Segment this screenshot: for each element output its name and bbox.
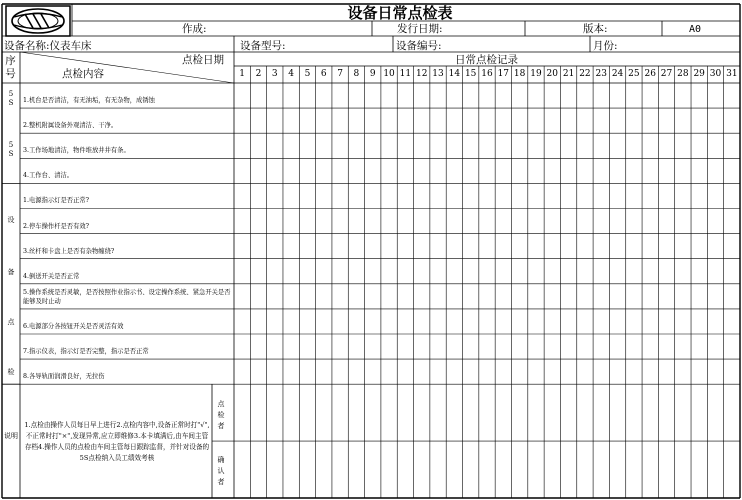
day-number: 25 [628, 69, 640, 79]
release-date-label: 发行日期: [397, 23, 443, 35]
day-number: 14 [448, 69, 461, 79]
month-label: 月份: [593, 40, 618, 52]
day-number: 5 [304, 69, 311, 79]
day-number: 17 [497, 69, 510, 79]
check-item: 8.各导轨面润滑良好，无拉伤 [23, 373, 105, 381]
check-item: 2.停车操作杆是否有效? [23, 222, 90, 230]
inspector-label: 点 检 者 [217, 400, 225, 430]
notes-text: 1.点检由操作人员每日早上进行2.点检内容中,设备正常时打"√",不正常时打"×",发现异常,应立即维修3.本卡填满后,由车间主管存档4.操作人员的点检由车间主管每日跟踪监督，并针对设备的5S点检纳入员工绩效考核 [24, 421, 210, 462]
day-number: 8 [353, 69, 360, 79]
version-value: A0 [689, 24, 702, 35]
check-item: 1.电源指示灯是否正常? [23, 197, 90, 205]
day-number: 3 [271, 69, 278, 79]
day-number: 7 [337, 69, 343, 79]
day-number: 15 [464, 69, 477, 79]
day-number: 27 [660, 69, 673, 79]
day-number: 22 [579, 69, 591, 79]
day-number: 31 [726, 69, 738, 79]
day-number: 12 [415, 69, 428, 79]
day-number: 21 [562, 69, 575, 79]
day-number: 18 [513, 69, 526, 79]
section-char-2: 备 [7, 268, 15, 276]
version-label: 版本: [583, 23, 608, 35]
day-number: 13 [432, 69, 444, 79]
equipment-number-label: 设备编号: [396, 40, 442, 52]
day-number: 20 [546, 69, 558, 79]
day-number: 10 [383, 69, 395, 79]
check-content-label: 点检内容 [62, 68, 104, 80]
day-number: 26 [644, 69, 656, 79]
section-mark-5s-2: 5 S [8, 141, 14, 158]
day-number: 23 [595, 69, 607, 79]
day-number: 19 [530, 69, 542, 79]
section-char-3: 点 [7, 318, 15, 326]
day-number: 30 [709, 69, 722, 79]
seq-label-top: 序 [5, 55, 16, 67]
check-item: 5.操作系统是否灵敏，是否按照作业指示书、设定操作系统、紧急开关是否能够及时止动 [23, 288, 231, 305]
day-number: 24 [611, 69, 624, 79]
section-char-4: 检 [7, 368, 15, 376]
day-number: 2 [255, 69, 262, 79]
document-title: 设备日常点检表 [347, 4, 453, 22]
check-item: 1.机台是否清洁，有无油垢，有无杂物，成锈蚀 [23, 97, 155, 104]
day-number: 1 [239, 69, 246, 79]
check-date-label: 点检日期 [182, 54, 224, 66]
equipment-name: 设备名称:仪表车床 [4, 40, 92, 52]
equipment-model-label: 设备型号: [240, 40, 286, 52]
seq-label-bottom: 号 [5, 68, 16, 80]
notes-section-label: 说明 [4, 432, 18, 440]
day-number: 29 [693, 69, 705, 79]
day-number: 9 [369, 69, 376, 79]
check-item: 6.电源部分各按钮开关是否灵活有效 [23, 322, 124, 330]
check-item: 4.工作台、清洁。 [23, 172, 74, 180]
confirmer-label: 确 认 者 [217, 456, 225, 486]
check-item: 3.丝杆和卡盘上是否有杂物缠绕? [23, 247, 115, 255]
company-logo [5, 5, 71, 37]
section-char-1: 设 [7, 216, 15, 224]
daily-record-label: 日常点检记录 [455, 54, 518, 66]
check-item: 3.工作场地清洁，物件堆放井井有条。 [23, 147, 130, 155]
check-item: 2.整机附属设备外观清洁、干净。 [23, 122, 118, 130]
check-item: 4.倒送开关是否正常 [23, 272, 80, 280]
day-number: 4 [288, 69, 294, 79]
day-number: 6 [320, 69, 327, 79]
day-number: 28 [677, 69, 689, 79]
author-label: 作成: [182, 23, 207, 35]
day-number: 16 [481, 69, 493, 79]
day-number: 11 [399, 69, 412, 79]
section-mark-5s-1: 5 S [8, 90, 14, 107]
check-item: 7.指示仪表，指示灯是否完整，指示是否正常 [23, 348, 149, 355]
